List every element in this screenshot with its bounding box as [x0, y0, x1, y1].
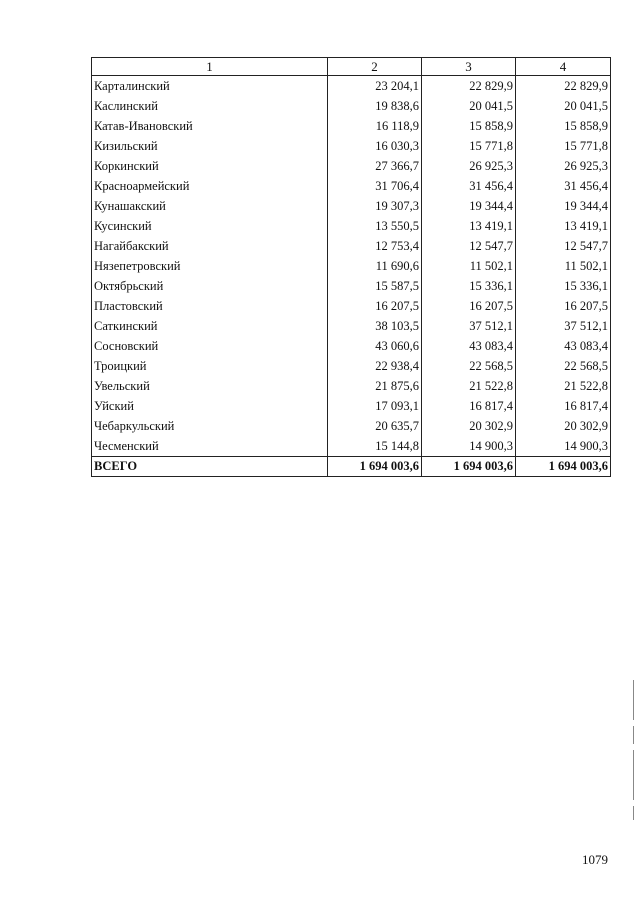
total-row: [92, 457, 611, 477]
table-row: [92, 76, 611, 97]
value-col4: 19 344,4: [516, 196, 611, 216]
district-name: Нязепетровский: [92, 256, 328, 276]
table-row: [92, 376, 611, 396]
column-header-2: 2: [328, 58, 422, 76]
value-col4: 22 829,9: [516, 76, 611, 97]
district-name: Каслинский: [92, 96, 328, 116]
value-col4: 31 456,4: [516, 176, 611, 196]
value-col4: 26 925,3: [516, 156, 611, 176]
table-row: [92, 416, 611, 436]
value-col4: 43 083,4: [516, 336, 611, 356]
district-name: Катав-Ивановский: [92, 116, 328, 136]
value-col4: 37 512,1: [516, 316, 611, 336]
value-col3: 14 900,3: [422, 436, 516, 457]
value-col3: 26 925,3: [422, 156, 516, 176]
total-value-col4: 1 694 003,6: [516, 457, 611, 477]
value-col2: 31 706,4: [328, 176, 422, 196]
value-col3: 43 083,4: [422, 336, 516, 356]
district-name: Троицкий: [92, 356, 328, 376]
value-col2: 13 550,5: [328, 216, 422, 236]
table-row: [92, 196, 611, 216]
value-col4: 16 207,5: [516, 296, 611, 316]
value-col2: 15 587,5: [328, 276, 422, 296]
table-row: [92, 336, 611, 356]
value-col3: 16 817,4: [422, 396, 516, 416]
district-name: Пластовский: [92, 296, 328, 316]
district-name: Кунашакский: [92, 196, 328, 216]
column-header-1: 1: [92, 58, 328, 76]
value-col4: 21 522,8: [516, 376, 611, 396]
value-col4: 15 336,1: [516, 276, 611, 296]
value-col2: 19 307,3: [328, 196, 422, 216]
value-col2: 16 118,9: [328, 116, 422, 136]
value-col2: 12 753,4: [328, 236, 422, 256]
value-col3: 37 512,1: [422, 316, 516, 336]
value-col3: 15 771,8: [422, 136, 516, 156]
value-col4: 12 547,7: [516, 236, 611, 256]
value-col3: 15 858,9: [422, 116, 516, 136]
value-col4: 15 858,9: [516, 116, 611, 136]
value-col3: 13 419,1: [422, 216, 516, 236]
value-col4: 13 419,1: [516, 216, 611, 236]
header-row: [92, 58, 611, 76]
district-name: Карталинский: [92, 76, 328, 97]
district-name: Чебаркульский: [92, 416, 328, 436]
value-col3: 15 336,1: [422, 276, 516, 296]
value-col3: 16 207,5: [422, 296, 516, 316]
table-row: [92, 156, 611, 176]
table-row: [92, 396, 611, 416]
value-col3: 19 344,4: [422, 196, 516, 216]
table-row: [92, 436, 611, 457]
value-col4: 15 771,8: [516, 136, 611, 156]
value-col4: 16 817,4: [516, 396, 611, 416]
value-col2: 15 144,8: [328, 436, 422, 457]
page-number: 1079: [582, 852, 608, 867]
table-row: [92, 296, 611, 316]
value-col3: 12 547,7: [422, 236, 516, 256]
table-row: [92, 216, 611, 236]
value-col2: 38 103,5: [328, 316, 422, 336]
value-col2: 16 030,3: [328, 136, 422, 156]
value-col2: 17 093,1: [328, 396, 422, 416]
scan-edge-marks: [633, 680, 635, 840]
value-col3: 22 568,5: [422, 356, 516, 376]
value-col4: 14 900,3: [516, 436, 611, 457]
district-name: Увельский: [92, 376, 328, 396]
value-col2: 22 938,4: [328, 356, 422, 376]
table-row: [92, 136, 611, 156]
table-row: [92, 236, 611, 256]
table-row: [92, 256, 611, 276]
table-row: [92, 276, 611, 296]
value-col3: 22 829,9: [422, 76, 516, 97]
table-row: [92, 316, 611, 336]
table-row: [92, 116, 611, 136]
value-col3: 11 502,1: [422, 256, 516, 276]
table-row: [92, 96, 611, 116]
district-name: Чесменский: [92, 436, 328, 457]
value-col4: 20 302,9: [516, 416, 611, 436]
value-col2: 43 060,6: [328, 336, 422, 356]
value-col2: 19 838,6: [328, 96, 422, 116]
total-value-col3: 1 694 003,6: [422, 457, 516, 477]
value-col4: 11 502,1: [516, 256, 611, 276]
district-name: Октябрьский: [92, 276, 328, 296]
value-col2: 21 875,6: [328, 376, 422, 396]
total-label: ВСЕГО: [92, 457, 328, 477]
budget-table: [91, 57, 611, 477]
district-name: Нагайбакский: [92, 236, 328, 256]
district-name: Кизильский: [92, 136, 328, 156]
value-col2: 11 690,6: [328, 256, 422, 276]
value-col4: 22 568,5: [516, 356, 611, 376]
value-col3: 21 522,8: [422, 376, 516, 396]
value-col3: 20 302,9: [422, 416, 516, 436]
value-col2: 23 204,1: [328, 76, 422, 97]
value-col3: 20 041,5: [422, 96, 516, 116]
district-name: Красноармейский: [92, 176, 328, 196]
district-name: Саткинский: [92, 316, 328, 336]
column-header-3: 3: [422, 58, 516, 76]
district-name: Кусинский: [92, 216, 328, 236]
district-name: Уйский: [92, 396, 328, 416]
value-col2: 20 635,7: [328, 416, 422, 436]
value-col4: 20 041,5: [516, 96, 611, 116]
value-col2: 27 366,7: [328, 156, 422, 176]
district-name: Сосновский: [92, 336, 328, 356]
value-col2: 16 207,5: [328, 296, 422, 316]
total-value-col2: 1 694 003,6: [328, 457, 422, 477]
table-row: [92, 176, 611, 196]
value-col3: 31 456,4: [422, 176, 516, 196]
column-header-4: 4: [516, 58, 611, 76]
table-body: [92, 76, 611, 477]
table-header: [92, 58, 611, 76]
table-row: [92, 356, 611, 376]
district-name: Коркинский: [92, 156, 328, 176]
